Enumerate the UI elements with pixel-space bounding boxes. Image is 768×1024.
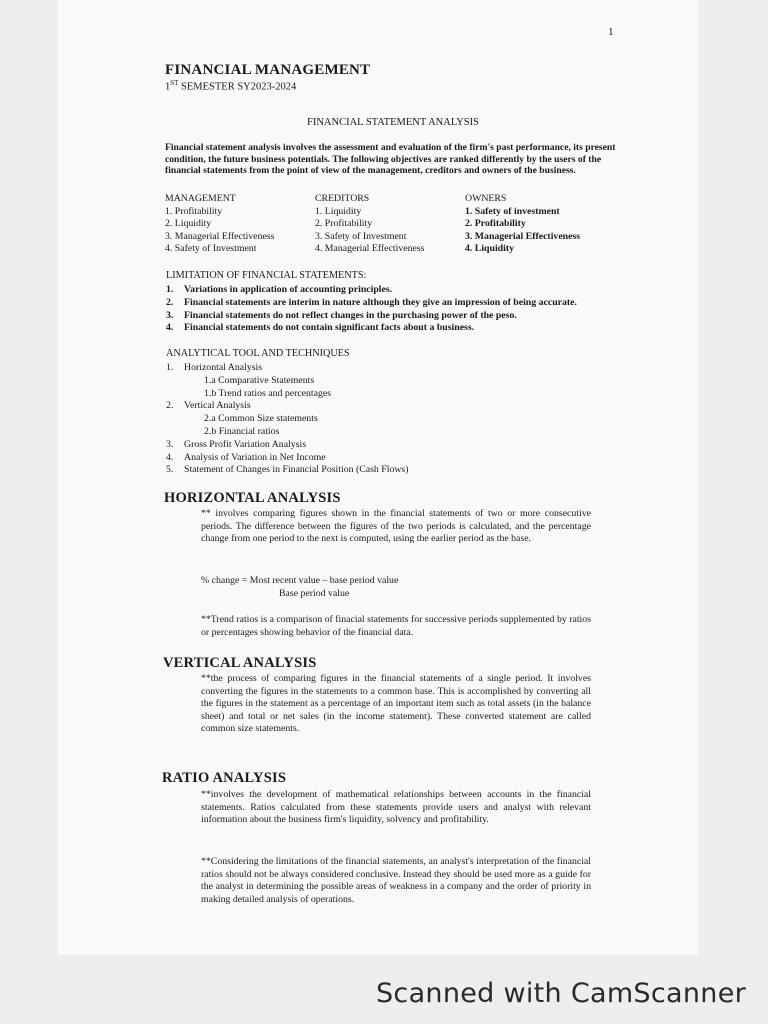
list-item — [166, 310, 636, 323]
item-number: 4. — [166, 322, 174, 334]
list-item: 1. Profitability — [165, 205, 223, 217]
percent-change-formula — [201, 575, 398, 600]
list-item — [166, 400, 636, 413]
list-item — [166, 297, 636, 310]
objectives-table — [165, 193, 635, 256]
item-text: 2.b Financial ratios — [204, 425, 280, 437]
ratio-limitations-paragraph: **Considering the limitations of the financial statements, an analyst's interpretation of the financial ratios should not be always considered conclusive. Instead they should be used more as a guide for the analyst in determining the possible areas of weakness in a company and the order of priority in making detailed analysis of operations. — [201, 856, 591, 905]
horizontal-analysis-paragraph: ** involves comparing figures shown in the financial statements of two or more consecutive periods. The difference between the figures of the two periods is calculated, and the percentage change from one period to the next is computed, using the earlier period as the base. — [201, 508, 591, 545]
column-heading: CREDITORS — [315, 193, 370, 204]
semester-ordinal: 1 — [165, 81, 171, 93]
section-title: FINANCIAL STATEMENT ANALYSIS — [307, 117, 479, 128]
item-number: 1. — [166, 362, 174, 373]
column-owners — [465, 193, 615, 256]
item-text: Horizontal Analysis — [184, 362, 263, 373]
list-item: 2. Profitability — [315, 218, 373, 230]
list-item — [166, 388, 636, 401]
column-management — [165, 193, 315, 256]
semester-text: SEMESTER SY2023-2024 — [178, 81, 297, 93]
item-text: Analysis of Variation in Net Income — [184, 451, 326, 463]
item-text: Variations in application of accounting principles. — [184, 284, 393, 295]
list-item: 4. Safety of Investment — [165, 243, 257, 255]
list-item: 2. Liquidity — [165, 218, 212, 230]
item-number: 5. — [166, 464, 174, 476]
list-item — [166, 464, 636, 477]
item-number: 3. — [166, 309, 174, 321]
intro-paragraph: Financial statement analysis involves the assessment and evaluation of the firm's past performance, its present condition, the future business potentials. The following objectives are ranked differently by the users of the financial statements from the point of view of the management, creditors and owners of the business. — [165, 142, 616, 177]
item-text: Gross Profit Variation Analysis — [184, 438, 307, 450]
tools-list — [166, 362, 636, 477]
item-text: 1.b Trend ratios and percentages — [204, 387, 332, 399]
list-item: 3. Safety of Investment — [315, 230, 407, 242]
list-item — [166, 284, 636, 297]
item-text: 1.a Comparative Statements — [204, 374, 315, 386]
item-text: Vertical Analysis — [184, 400, 251, 412]
list-item: 3. Managerial Effectiveness — [465, 230, 581, 242]
item-text: Financial statements do not contain significant facts about a business. — [184, 322, 475, 334]
list-item: 2. Profitability — [465, 218, 526, 230]
semester-line — [165, 79, 296, 93]
item-text: Statement of Changes in Financial Position (Cash Flows) — [184, 464, 409, 476]
list-item — [166, 426, 636, 439]
list-item — [166, 362, 636, 375]
vertical-analysis-heading: VERTICAL ANALYSIS — [163, 655, 317, 671]
item-text: 2.a Common Size statements — [204, 413, 318, 425]
column-heading: MANAGEMENT — [165, 193, 236, 204]
list-item — [166, 439, 636, 452]
item-text: Financial statements are interim in nature although they give an impression of being accurate. — [184, 296, 577, 308]
column-heading: OWNERS — [465, 193, 507, 204]
page-number: 1 — [608, 26, 614, 38]
trend-ratios-paragraph: **Trend ratios is a comparison of finacial statements for successive periods supplemented by ratios or percentages showing behavior of the financial data. — [201, 614, 591, 638]
list-item: 1. Safety of investment — [465, 205, 560, 217]
item-text: Financial statements do not reflect changes in the purchasing power of the peso. — [184, 309, 517, 321]
horizontal-analysis-heading: HORIZONTAL ANALYSIS — [164, 490, 341, 506]
list-item: 4. Liquidity — [465, 243, 515, 255]
list-item: 3. Managerial Effectiveness — [165, 230, 275, 242]
document-title: FINANCIAL MANAGEMENT — [165, 62, 371, 78]
list-item — [166, 452, 636, 465]
vertical-analysis-paragraph: **the process of comparing figures in the financial statements of a single period. It involves converting the figures in the statements to a common base. This is accomplished by converting all the figures in the statement as a percentage of an important item such as total assets (in the balance sheet) and total or net sales (in the income statement). These converted statement are called common size statements. — [201, 673, 591, 735]
list-item — [166, 413, 636, 426]
limitations-list — [166, 284, 636, 335]
item-number: 2. — [166, 400, 174, 412]
list-item — [166, 375, 636, 388]
list-item: 4. Managerial Effectiveness — [315, 243, 425, 255]
item-number: 2. — [166, 296, 174, 308]
formula-denominator: Base period value — [279, 587, 350, 599]
limitations-heading: LIMITATION OF FINANCIAL STATEMENTS: — [166, 270, 367, 281]
camscanner-watermark: Scanned with CamScanner — [375, 978, 746, 1009]
formula-numerator: % change = Most recent value – base period value — [201, 575, 399, 586]
ratio-analysis-paragraph: **involves the development of mathematical relationships between accounts in the financial statements. Ratios calculated from these statements provide users and analyst with relevant information about the business firm's liquidity, solvency and profitability. — [201, 789, 591, 826]
item-number: 3. — [166, 438, 174, 450]
item-number: 1. — [166, 284, 174, 295]
item-number: 4. — [166, 451, 174, 463]
semester-ordinal-suffix: ST — [170, 79, 179, 87]
list-item: 1. Liquidity — [315, 205, 362, 217]
list-item — [166, 322, 636, 335]
tools-heading: ANALYTICAL TOOL AND TECHNIQUES — [166, 348, 350, 359]
ratio-analysis-heading: RATIO ANALYSIS — [162, 770, 287, 786]
column-creditors — [315, 193, 465, 256]
